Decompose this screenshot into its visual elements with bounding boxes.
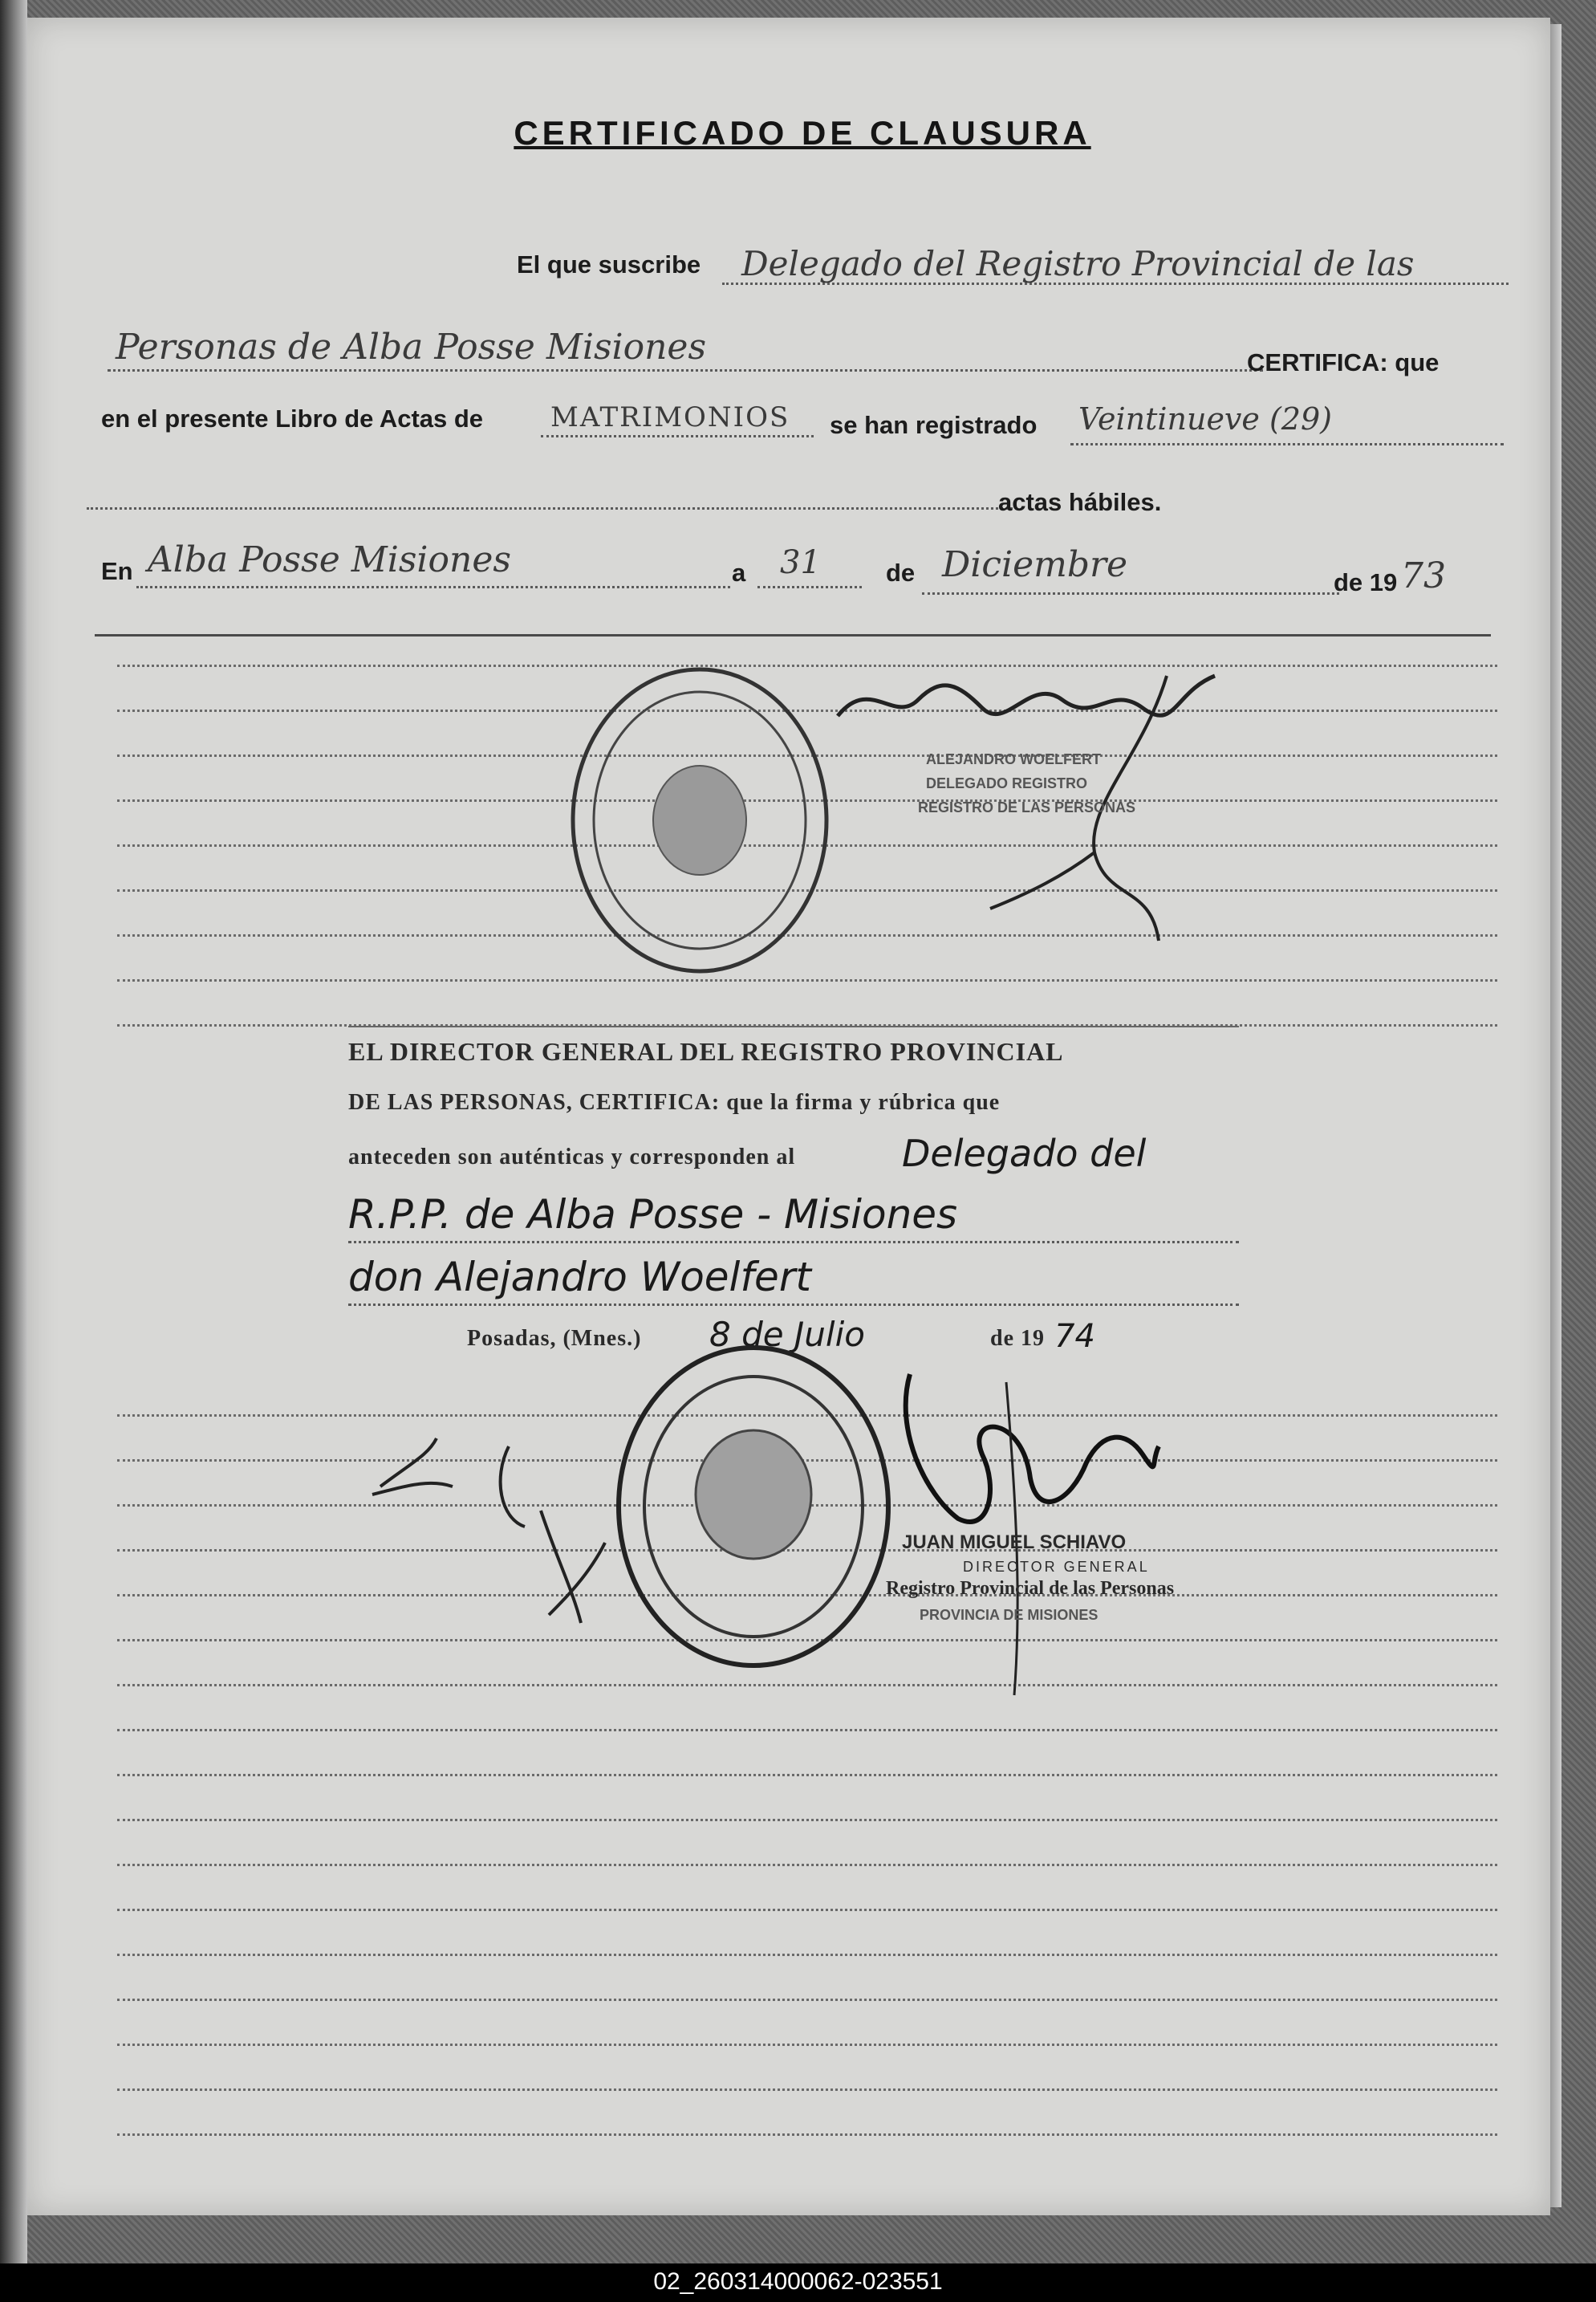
page-title: CERTIFICADO DE CLAUSURA: [514, 114, 1091, 152]
director-line4-handwriting: R.P.P. de Alba Posse - Misiones: [348, 1191, 958, 1238]
line4-label: actas hábiles.: [998, 488, 1162, 516]
document-page: [27, 18, 1550, 2215]
line3-book-handwriting: MATRIMONIOS: [550, 401, 790, 433]
line2-label: CERTIFICA: que: [1247, 348, 1440, 376]
line5-label-de: de: [886, 559, 916, 587]
director-date-label-b: de 19: [990, 1326, 1045, 1351]
director-line3: anteceden son auténticas y corresponden al: [348, 1145, 796, 1169]
first-stamp-typed-org: REGISTRO DE LAS PERSONAS: [918, 799, 1136, 815]
line1-handwriting: Delegado del Registro Provincial de las: [741, 244, 1415, 283]
signer-title: DIRECTOR GENERAL: [963, 1559, 1150, 1575]
director-date-label-a: Posadas, (Mnes.): [467, 1326, 642, 1351]
line3-count-handwriting: Veintinueve (29): [1078, 401, 1332, 437]
line1-label: El que suscribe: [517, 250, 701, 279]
line5-label-a: a: [732, 559, 746, 587]
first-stamp-typed-name: ALEJANDRO WOELFERT: [926, 751, 1101, 767]
line5-month-handwriting: Diciembre: [942, 544, 1128, 585]
line5-label-year: de 19: [1334, 568, 1398, 596]
line2-handwriting: Personas de Alba Posse Misiones: [116, 327, 707, 368]
book-spine: [0, 0, 27, 2263]
signer-org: Registro Provincial de las Personas: [886, 1578, 1175, 1599]
line5-day-handwriting: 31: [780, 544, 821, 581]
line5-label-en: En: [101, 557, 133, 585]
director-line2: DE LAS PERSONAS, CERTIFICA: que la firma y rúbrica que: [348, 1090, 1001, 1115]
file-id-label: 02_260314000062-023551: [653, 2268, 943, 2295]
director-line5-handwriting: don Alejandro Woelfert: [348, 1254, 811, 1300]
line3-label-a: en el presente Libro de Actas de: [101, 405, 484, 433]
line5-year-handwriting: 73: [1401, 555, 1446, 596]
director-year-handwriting: 74: [1054, 1318, 1095, 1355]
director-line1: EL DIRECTOR GENERAL DEL REGISTRO PROVINCIAL: [348, 1037, 1064, 1066]
signer-name: JUAN MIGUEL SCHIAVO: [902, 1531, 1127, 1553]
first-stamp-typed-title: DELEGADO REGISTRO: [926, 775, 1088, 791]
line5-place-handwriting: Alba Posse Misiones: [148, 539, 511, 580]
second-stamp-graphics: [27, 18, 1550, 2215]
director-line3-handwriting: Delegado del: [902, 1132, 1147, 1175]
page-edge: [1550, 24, 1561, 2207]
line3-label-b: se han registrado: [830, 411, 1038, 439]
director-date-handwriting: 8 de Julio: [709, 1315, 865, 1354]
signer-province: PROVINCIA DE MISIONES: [920, 1607, 1099, 1623]
